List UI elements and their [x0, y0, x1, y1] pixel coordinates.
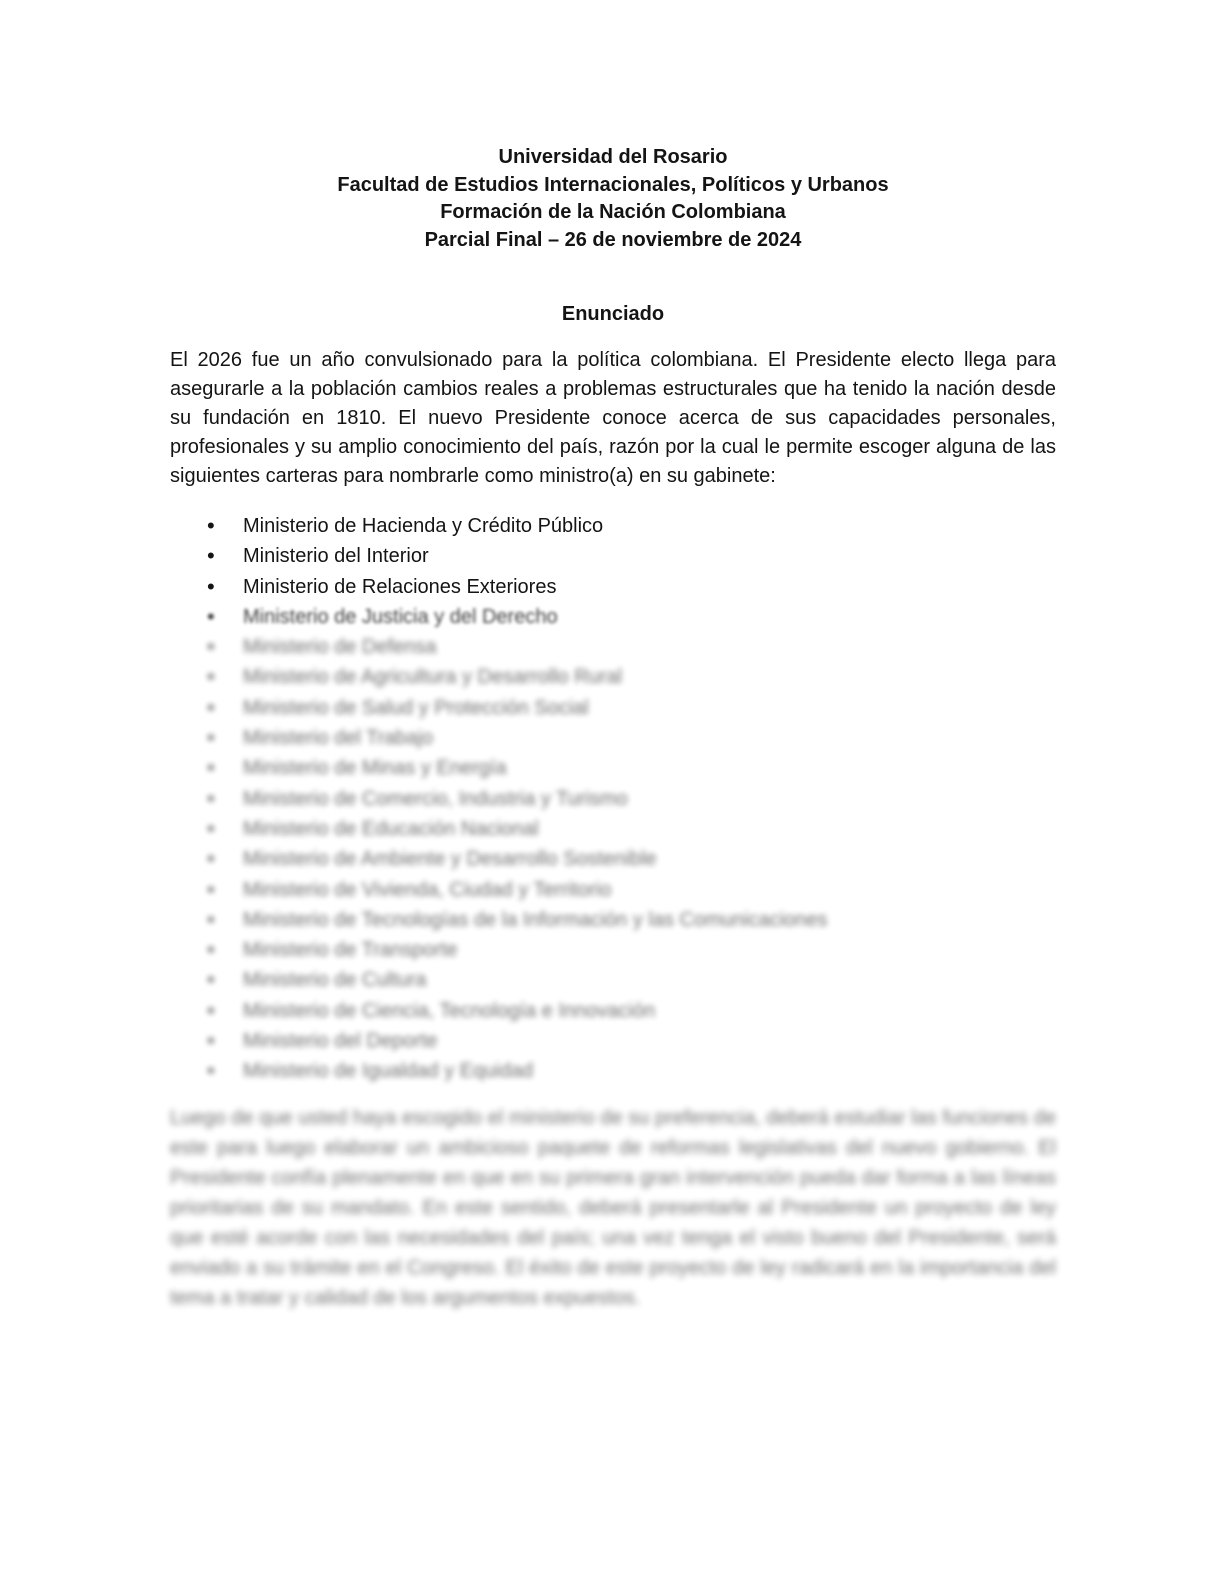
header-line-faculty: Facultad de Estudios Internacionales, Políticos y Urbanos: [337, 173, 889, 196]
ministry-list-item: • Ministerio de Tecnologías de la Información y las Comunicaciones: [243, 905, 1056, 935]
header-line-course: Formación de la Nación Colombiana: [440, 201, 786, 223]
ministry-list-item: • Ministerio de Ambiente y Desarrollo Sostenible: [243, 844, 1056, 874]
ministry-list-item: • Ministerio del Interior: [243, 541, 1056, 571]
ministry-list-item: • Ministerio de Ciencia, Tecnología e Innovación: [243, 996, 1056, 1026]
ministry-list-item: • Ministerio de Educación Nacional: [243, 814, 1056, 844]
ministry-list-item: • Ministerio de Vivienda, Ciudad y Territorio: [243, 875, 1056, 905]
ministry-list-item: • Ministerio de Agricultura y Desarrollo Rural: [243, 662, 1056, 692]
ministry-list-item: • Ministerio de Transporte: [243, 935, 1056, 965]
ministries-list: [170, 511, 1056, 1087]
ministry-list-item: • Ministerio de Justicia y del Derecho: [243, 602, 1056, 632]
ministry-list-item: • Ministerio de Relaciones Exteriores: [243, 572, 1056, 602]
ministry-list-item: • Ministerio de Defensa: [243, 632, 1056, 662]
closing-paragraph-redacted: Luego de que usted haya escogido el ministerio de su preferencia, deberá estudiar las funciones de este para luego elaborar un ambicioso paquete de reformas legislativas del nuevo gobierno. El Presidente confía plenamente en que en su primera gran intervención pueda dar forma a las líneas prioritarias de su mandato. En este sentido, deberá presentarle al Presidente un proyecto de ley que esté acorde con las necesidades del país; una vez tenga el visto bueno del Presidente, será enviado a su trámite en el Congreso. El éxito de este proyecto de ley radicará en la importancia del tema a tratar y calidad de los argumentos expuestos.: [170, 1106, 1056, 1309]
section-title: Enunciado: [561, 303, 665, 325]
document-header: [170, 144, 1056, 254]
ministry-list-item: • Ministerio de Cultura: [243, 965, 1056, 995]
header-line-university: Universidad del Rosario: [498, 146, 728, 168]
ministry-list-item: • Ministerio de Comercio, Industria y Turismo: [243, 784, 1056, 814]
ministry-list-item: • Ministerio de Salud y Protección Social: [243, 693, 1056, 723]
ministry-list-item: • Ministerio de Minas y Energía: [243, 753, 1056, 783]
document-content: [170, 144, 1056, 1333]
ministry-list-item: • Ministerio de Hacienda y Crédito Público: [243, 511, 1056, 541]
ministry-list-item: • Ministerio del Trabajo: [243, 723, 1056, 753]
intro-paragraph: El 2026 fue un año convulsionado para la política colombiana. El Presidente electo llega para asegurarle a la población cambios reales a problemas estructurales que ha tenido la nación desde su fundación en 1810. El nuevo Presidente conoce acerca de sus capacidades personales, profesionales y su amplio conocimiento del país, razón por la cual le permite escoger alguna de las siguientes carteras para nombrarle como ministro(a) en su gabinete:: [170, 349, 1056, 487]
ministry-list-item: • Ministerio de Igualdad y Equidad: [243, 1056, 1056, 1086]
header-line-exam-date: Parcial Final – 26 de noviembre de 2024: [424, 228, 802, 251]
ministry-list-item: • Ministerio del Deporte: [243, 1026, 1056, 1056]
